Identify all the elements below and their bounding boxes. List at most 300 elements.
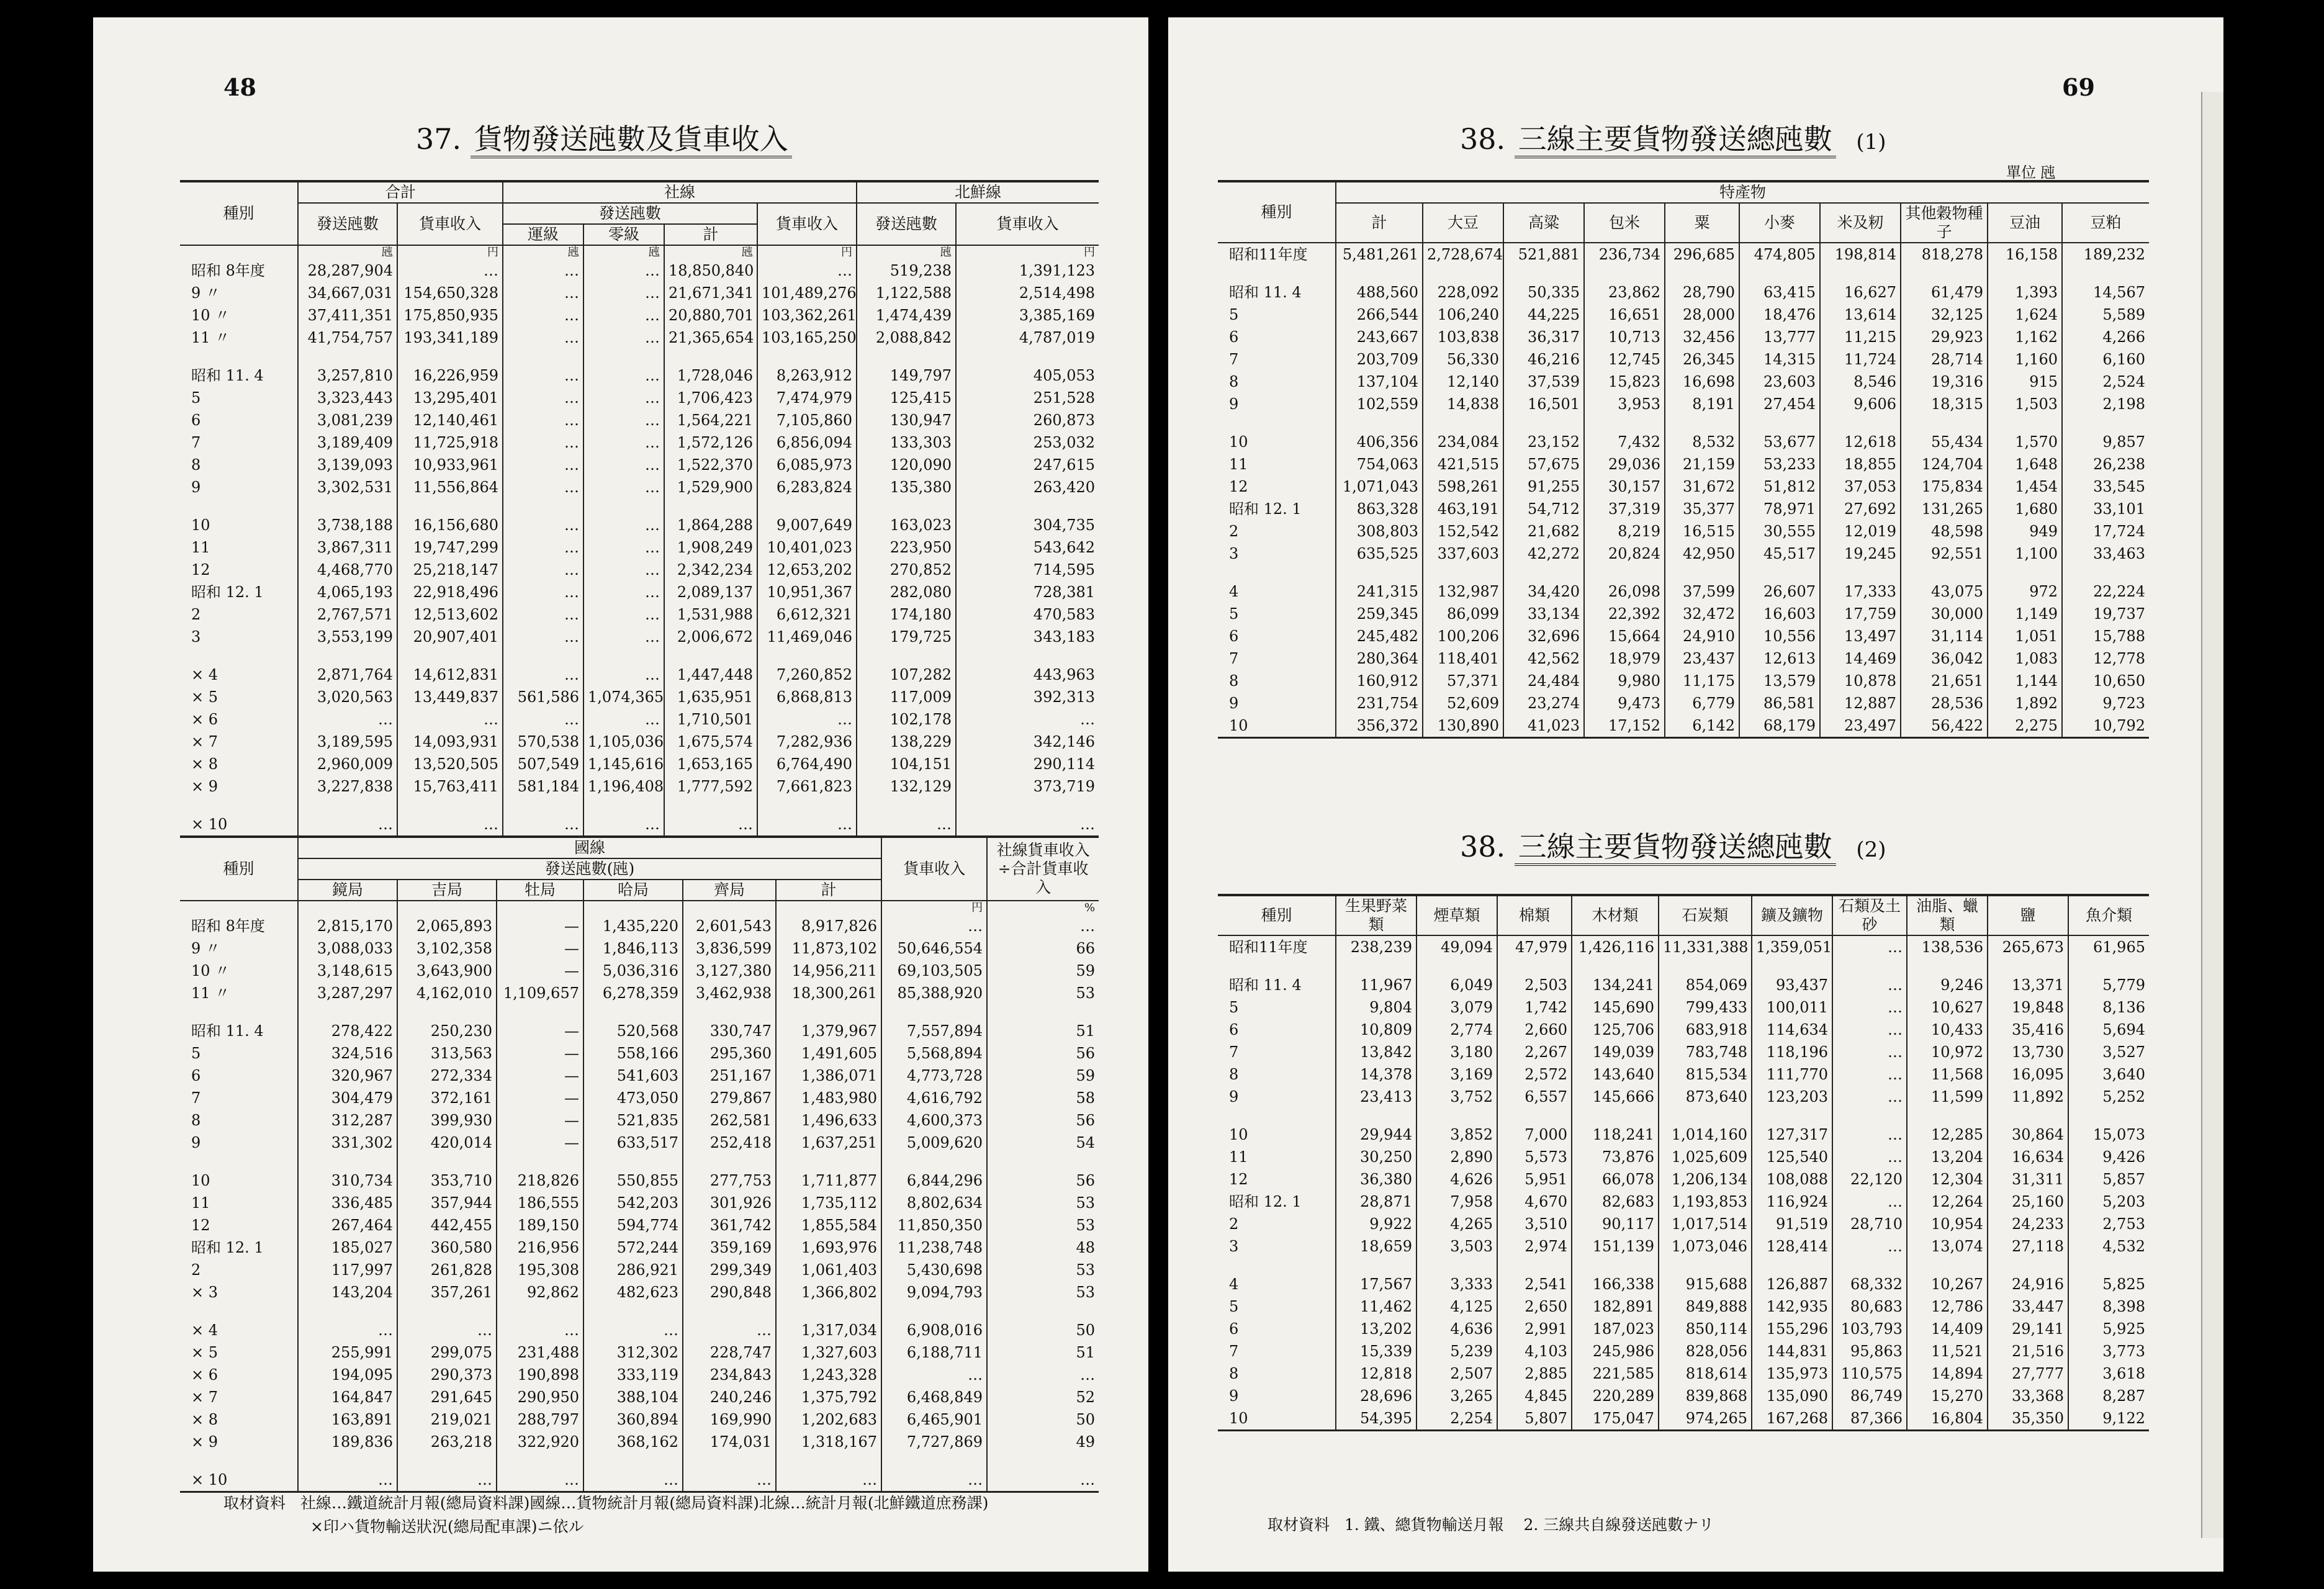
table-cell: 828,056 <box>1659 1340 1752 1362</box>
row-label: 5 <box>191 389 201 407</box>
table-cell: 120,090 <box>857 454 956 476</box>
table-cell: 2,507 <box>1416 1362 1497 1385</box>
table-cell: … <box>298 1303 397 1341</box>
table-cell: 2,871,764 <box>298 648 397 686</box>
table-cell: 2,767,571 <box>298 603 397 626</box>
table-cell: … <box>683 1453 776 1492</box>
table-cell: 238,239 <box>1336 935 1416 958</box>
page-number: 69 <box>2062 73 2095 101</box>
table-cell: 13,520,505 <box>397 753 503 775</box>
table-cell: … <box>881 915 987 937</box>
table-cell: 36,380 <box>1336 1168 1416 1191</box>
table-cell: 267,464 <box>298 1214 397 1236</box>
table-38-2-title <box>1460 824 1886 865</box>
table-cell: 47,979 <box>1497 935 1572 958</box>
table-cell: 86,749 <box>1832 1385 1907 1407</box>
table-cell: 145,666 <box>1572 1086 1659 1108</box>
row-label: 12 <box>1229 478 1248 495</box>
row-label: 11 <box>191 1194 210 1212</box>
table-cell: 1,202,683 <box>776 1408 881 1431</box>
table-cell: 51 <box>987 1004 1099 1042</box>
unit-ton: 瓲 <box>857 245 956 259</box>
table-cell: 261,828 <box>397 1259 497 1281</box>
table-cell: 52,609 <box>1423 692 1503 714</box>
table-cell: 322,920 <box>497 1431 583 1453</box>
table-row <box>180 1364 1099 1386</box>
table-number: 37. <box>416 122 462 156</box>
table-cell: … <box>583 498 664 536</box>
table-cell: 163,023 <box>857 498 956 536</box>
table-cell: 5,589 <box>2062 304 2149 326</box>
table-cell: 228,092 <box>1423 266 1503 304</box>
table-cell: 50 <box>987 1303 1099 1341</box>
table-cell: 59 <box>987 960 1099 982</box>
row-label: 6 <box>1229 628 1239 645</box>
table-row <box>180 753 1099 775</box>
table-cell: … <box>503 648 583 686</box>
table-cell: 7,000 <box>1497 1108 1572 1146</box>
table-cell: 3,385,169 <box>956 304 1099 326</box>
table-cell: 5,239 <box>1416 1340 1497 1362</box>
table-cell: 594,774 <box>583 1214 683 1236</box>
table-cell: — <box>497 1132 583 1154</box>
table-cell: 48,598 <box>1901 520 1988 542</box>
table-cell: 11,331,388 <box>1659 935 1752 958</box>
table-cell: 373,719 <box>956 775 1099 798</box>
table-row <box>180 387 1099 409</box>
table-cell: 26,607 <box>1739 565 1820 603</box>
table-cell: 14,409 <box>1907 1318 1988 1340</box>
table-cell: 1,243,328 <box>776 1364 881 1386</box>
table-row <box>1218 603 2149 625</box>
table-row <box>180 937 1099 960</box>
table-cell: 12,613 <box>1739 647 1820 670</box>
table-row <box>180 798 1099 837</box>
table-cell: 2,267 <box>1497 1041 1572 1063</box>
table-cell: 216,956 <box>497 1236 583 1259</box>
table-cell: 241,315 <box>1336 565 1423 603</box>
header-revenue: 貨車收入 <box>956 203 1099 245</box>
table-cell: 3,020,563 <box>298 686 397 708</box>
table-cell: 3,323,443 <box>298 387 397 409</box>
table-cell: 12,887 <box>1820 692 1901 714</box>
table-cell: 251,167 <box>683 1065 776 1087</box>
table-row <box>1218 1258 2149 1295</box>
table-cell: 2,991 <box>1497 1318 1572 1340</box>
table-cell: 818,614 <box>1659 1362 1752 1385</box>
table-cell: 53 <box>987 1259 1099 1281</box>
row-label: 7 <box>1229 1343 1239 1360</box>
table-cell: 3,773 <box>2068 1340 2149 1362</box>
table-cell: 312,287 <box>298 1109 397 1132</box>
row-label: 10 <box>1218 1407 1336 1431</box>
table-cell: … <box>583 431 664 454</box>
table-cell: — <box>497 1042 583 1065</box>
table-cell: 125,415 <box>857 387 956 409</box>
table-cell: 252,418 <box>683 1132 776 1154</box>
table-cell: … <box>503 708 583 731</box>
table-cell: 1,144 <box>1988 670 2062 692</box>
table-cell: 2,753 <box>2068 1213 2149 1235</box>
header-bureau: 計 <box>776 880 881 901</box>
row-label: 8 <box>1229 672 1239 690</box>
table-row <box>180 431 1099 454</box>
table-cell: 26,238 <box>2062 453 2149 475</box>
table-cell: … <box>1832 1041 1907 1063</box>
table-cell: 6,049 <box>1416 958 1497 996</box>
table-cell: 360,580 <box>397 1236 497 1259</box>
table-cell: 280,364 <box>1336 647 1423 670</box>
table-cell: 4,670 <box>1497 1191 1572 1213</box>
table-cell: 3,102,358 <box>397 937 497 960</box>
source-label: 取材資料 <box>223 1494 286 1512</box>
table-cell: 9,804 <box>1336 996 1416 1019</box>
table-cell: 3,287,297 <box>298 982 397 1004</box>
table-cell: … <box>583 349 664 387</box>
table-cell: 10,933,961 <box>397 454 503 476</box>
table-cell: 111,770 <box>1752 1063 1832 1086</box>
table-cell: 7,260,852 <box>757 648 857 686</box>
table-cell: 245,482 <box>1336 625 1423 647</box>
table-row <box>180 982 1099 1004</box>
table-cell: 1,648 <box>1988 453 2062 475</box>
source-note <box>1268 1513 1714 1537</box>
row-label: 4 <box>1229 583 1239 600</box>
table-cell: 4,845 <box>1497 1385 1572 1407</box>
table-cell: … <box>583 259 664 282</box>
table-cell: 21,651 <box>1901 670 1988 692</box>
row-label: 2 <box>191 606 201 623</box>
table-cell: 13,449,837 <box>397 686 503 708</box>
header-dispatch: 發送瓲數 <box>298 203 397 245</box>
table-row <box>1218 304 2149 326</box>
table-cell: 15,339 <box>1336 1340 1416 1362</box>
header-kind: 種別 <box>180 181 298 245</box>
table-cell: 66 <box>987 937 1099 960</box>
table-cell: 145,690 <box>1572 996 1659 1019</box>
table-cell: 2,503 <box>1497 958 1572 996</box>
table-cell: 1,145,616 <box>583 753 664 775</box>
table-cell: … <box>583 409 664 431</box>
table-part: (1) <box>1856 130 1886 155</box>
table-row <box>180 1386 1099 1408</box>
table-cell: 198,814 <box>1820 243 1901 266</box>
table-cell: 104,151 <box>857 753 956 775</box>
table-cell: 2,541 <box>1497 1258 1572 1295</box>
row-label: 6 <box>191 1067 201 1084</box>
row-label: 昭和 12. 1 <box>191 583 264 601</box>
table-cell: 236,734 <box>1584 243 1665 266</box>
table-cell: 86,099 <box>1423 603 1503 625</box>
table-cell: … <box>956 708 1099 731</box>
table-cell: 4,600,373 <box>881 1109 987 1132</box>
table-cell: … <box>583 603 664 626</box>
table-cell: 13,202 <box>1336 1318 1416 1340</box>
column-header: 鑛及鑛物 <box>1752 895 1832 935</box>
table-cell: … <box>503 431 583 454</box>
table-cell: 155,296 <box>1752 1318 1832 1340</box>
table-cell: 9,723 <box>2062 692 2149 714</box>
table-cell: 342,146 <box>956 731 1099 753</box>
table-cell: 265,673 <box>1988 935 2068 958</box>
row-label: × 8 <box>191 755 218 773</box>
table-cell: 33,134 <box>1503 603 1584 625</box>
table-cell: … <box>298 798 397 837</box>
table-cell: 103,362,261 <box>757 304 857 326</box>
table-cell: 85,388,920 <box>881 982 987 1004</box>
right-page <box>1168 17 2223 1572</box>
column-header: 棉類 <box>1497 895 1572 935</box>
table-cell: 1,435,220 <box>583 915 683 937</box>
table-cell: 3,462,938 <box>683 982 776 1004</box>
table-cell: 5,857 <box>2068 1168 2149 1191</box>
table-cell: 164,847 <box>298 1386 397 1408</box>
table-cell: 6,283,824 <box>757 476 857 498</box>
table-cell: 4,125 <box>1416 1295 1497 1318</box>
table-cell: 92,551 <box>1901 542 1988 565</box>
table-cell: 581,184 <box>503 775 583 798</box>
table-cell: … <box>987 1364 1099 1386</box>
table-row <box>1218 1318 2149 1340</box>
table-cell: 22,918,496 <box>397 581 503 603</box>
table-cell: 9,426 <box>2068 1146 2149 1168</box>
table-cell: 558,166 <box>583 1042 683 1065</box>
table-cell: 3,139,093 <box>298 454 397 476</box>
row-label: × 6 <box>191 1366 218 1384</box>
table-cell: 101,489,276 <box>757 282 857 304</box>
table-cell: 2,974 <box>1497 1235 1572 1258</box>
table-cell: 4,065,193 <box>298 581 397 603</box>
table-cell: 28,871 <box>1336 1191 1416 1213</box>
table-cell: 331,302 <box>298 1132 397 1154</box>
table-cell: 80,683 <box>1832 1295 1907 1318</box>
row-label: × 6 <box>191 711 218 728</box>
table-cell: 290,114 <box>956 753 1099 775</box>
table-cell: 1,359,051 <box>1752 935 1832 958</box>
table-cell: 58 <box>987 1087 1099 1109</box>
table-cell: 320,967 <box>298 1065 397 1087</box>
table-cell: 421,515 <box>1423 453 1503 475</box>
header-bureau: 吉局 <box>397 880 497 901</box>
table-cell: 10,792 <box>2062 714 2149 738</box>
table-cell: 290,373 <box>397 1364 497 1386</box>
table-cell: 49,094 <box>1416 935 1497 958</box>
table-cell: 11,238,748 <box>881 1236 987 1259</box>
table-cell: 221,585 <box>1572 1362 1659 1385</box>
table-cell: 28,710 <box>1832 1213 1907 1235</box>
table-cell: 359,169 <box>683 1236 776 1259</box>
table-cell: 21,682 <box>1503 520 1584 542</box>
table-cell: 14,838 <box>1423 393 1503 415</box>
row-label: 昭和 12. 1 <box>1229 500 1302 518</box>
table-cell: 57,675 <box>1503 453 1584 475</box>
header-company-line: 社線 <box>503 181 857 203</box>
table-cell: 507,549 <box>503 753 583 775</box>
table-cell: 10,713 <box>1584 326 1665 348</box>
table-cell: … <box>397 798 503 837</box>
table-cell: 2,514,498 <box>956 282 1099 304</box>
table-cell: 288,797 <box>497 1408 583 1431</box>
table-cell: 1,391,123 <box>956 259 1099 282</box>
table-row <box>1218 996 2149 1019</box>
table-cell: 521,835 <box>583 1109 683 1132</box>
table-cell: 23,437 <box>1665 647 1739 670</box>
table-cell: 10,878 <box>1820 670 1901 692</box>
table-cell: 286,921 <box>583 1259 683 1281</box>
table-cell: 1,742 <box>1497 996 1572 1019</box>
row-label: 昭和 11. 4 <box>1229 976 1302 994</box>
table-row <box>180 1453 1099 1492</box>
table-cell: 24,484 <box>1503 670 1584 692</box>
table-cell: 356,372 <box>1336 714 1423 738</box>
table-cell: 3,189,409 <box>298 431 397 454</box>
table-cell: 6,844,296 <box>881 1154 987 1192</box>
table-cell: 392,313 <box>956 686 1099 708</box>
table-cell: 10,809 <box>1336 1019 1416 1041</box>
table-cell: 166,338 <box>1572 1258 1659 1295</box>
table-cell: 1,073,046 <box>1659 1235 1752 1258</box>
table-cell: 185,027 <box>298 1236 397 1259</box>
table-cell: 56 <box>987 1042 1099 1065</box>
table-row <box>180 1281 1099 1303</box>
table-cell: 42,950 <box>1665 542 1739 565</box>
row-label: 7 <box>191 434 201 451</box>
table-cell: 1,710,501 <box>664 708 757 731</box>
table-cell: 13,777 <box>1739 326 1820 348</box>
table-cell: 6,465,901 <box>881 1408 987 1431</box>
table-cell: 13,730 <box>1988 1041 2068 1063</box>
table-cell: … <box>1832 1146 1907 1168</box>
table-cell: 5,568,894 <box>881 1042 987 1065</box>
table-cell: 41,754,757 <box>298 326 397 349</box>
column-header: 小麥 <box>1739 203 1820 243</box>
table-cell: 406,356 <box>1336 415 1423 453</box>
table-cell: … <box>298 708 397 731</box>
table-cell: 1,379,967 <box>776 1004 881 1042</box>
table-cell: 1,105,036 <box>583 731 664 753</box>
table-cell: … <box>503 282 583 304</box>
table-cell: 29,036 <box>1584 453 1665 475</box>
column-header: 高粱 <box>1503 203 1584 243</box>
table-cell: … <box>503 349 583 387</box>
table-cell: 56,330 <box>1423 348 1503 371</box>
table-cell: 21,159 <box>1665 453 1739 475</box>
table-cell: 15,788 <box>2062 625 2149 647</box>
table-cell: 1,454 <box>1988 475 2062 498</box>
table-cell: 2,815,170 <box>298 915 397 937</box>
table-cell: 783,748 <box>1659 1041 1752 1063</box>
table-row <box>180 708 1099 731</box>
table-cell: 2,572 <box>1497 1063 1572 1086</box>
table-cell: 186,555 <box>497 1192 583 1214</box>
row-label: 5 <box>191 1045 201 1062</box>
table-cell: 11,568 <box>1907 1063 1988 1086</box>
table-cell: 336,485 <box>298 1192 397 1214</box>
table-cell: 799,433 <box>1659 996 1752 1019</box>
table-cell: 17,724 <box>2062 520 2149 542</box>
table-cell: 10,556 <box>1739 625 1820 647</box>
table-cell: 915,688 <box>1659 1258 1752 1295</box>
row-label: × 10 <box>180 798 298 837</box>
table-cell: 57,371 <box>1423 670 1503 692</box>
row-label: 10 <box>1229 1126 1248 1143</box>
table-row <box>1218 1146 2149 1168</box>
table-cell: … <box>583 304 664 326</box>
table-cell: 19,737 <box>2062 603 2149 625</box>
table-cell: 73,876 <box>1572 1146 1659 1168</box>
table-cell: 250,230 <box>397 1004 497 1042</box>
table-row <box>1218 393 2149 415</box>
row-label: 8 <box>191 456 201 474</box>
table-row <box>1218 1340 2149 1362</box>
table-cell: 28,287,904 <box>298 259 397 282</box>
table-cell: 131,265 <box>1901 498 1988 520</box>
table-cell: 6,908,016 <box>881 1303 987 1341</box>
table-cell: 2,601,543 <box>683 915 776 937</box>
table-cell: … <box>583 648 664 686</box>
row-label: × 7 <box>191 1389 218 1406</box>
table-cell: 3,836,599 <box>683 937 776 960</box>
table-row <box>1218 542 2149 565</box>
table-cell: 2,065,893 <box>397 915 497 937</box>
table-cell: 279,867 <box>683 1087 776 1109</box>
table-cell: 1,061,403 <box>776 1259 881 1281</box>
table-cell: 223,950 <box>857 536 956 559</box>
table-cell: 15,073 <box>2068 1108 2149 1146</box>
source-label: 取材資料 <box>1268 1516 1330 1534</box>
unit-ton: 瓲 <box>298 245 397 259</box>
table-row <box>180 960 1099 982</box>
table-row <box>180 648 1099 686</box>
table-cell: 15,823 <box>1584 371 1665 393</box>
table-cell: 10,401,023 <box>757 536 857 559</box>
row-label: 10 〃 <box>191 307 230 324</box>
table-cell: 11,850,350 <box>881 1214 987 1236</box>
table-cell: 144,831 <box>1752 1340 1832 1362</box>
source-item-1: 1. 鐵、總貨物輸送月報 <box>1344 1516 1504 1534</box>
table-cell: 520,568 <box>583 1004 683 1042</box>
table-row <box>180 1065 1099 1087</box>
table-cell: 849,888 <box>1659 1295 1752 1318</box>
table-cell: 296,685 <box>1665 243 1739 266</box>
row-label: 昭和 8年度 <box>191 262 265 279</box>
unit-label: 單位 瓲 <box>2006 164 2056 181</box>
table-cell: 12,618 <box>1820 415 1901 453</box>
table-cell: 330,747 <box>683 1004 776 1042</box>
table-cell: 50,335 <box>1503 266 1584 304</box>
table-cell: 35,377 <box>1665 498 1739 520</box>
table-cell: 372,161 <box>397 1087 497 1109</box>
table-cell: 1,864,288 <box>664 498 757 536</box>
table-cell: 543,642 <box>956 536 1099 559</box>
table-cell: 324,516 <box>298 1042 397 1065</box>
column-header: 豆粕 <box>2062 203 2149 243</box>
table-cell: 1,728,046 <box>664 349 757 387</box>
table-cell: 4,266 <box>2062 326 2149 348</box>
table-cell: 234,843 <box>683 1364 776 1386</box>
table-cell: 59 <box>987 1065 1099 1087</box>
row-label: × 4 <box>191 666 218 683</box>
table-cell: 1,122,588 <box>857 282 956 304</box>
table-cell: 263,420 <box>956 476 1099 498</box>
table-cell: 10,951,367 <box>757 581 857 603</box>
table-cell: 9,857 <box>2062 415 2149 453</box>
table-cell: 8,287 <box>2068 1385 2149 1407</box>
table-cell: 18,300,261 <box>776 982 881 1004</box>
table-cell: 337,603 <box>1423 542 1503 565</box>
table-cell: 30,250 <box>1336 1146 1416 1168</box>
table-cell: 18,315 <box>1901 393 1988 415</box>
